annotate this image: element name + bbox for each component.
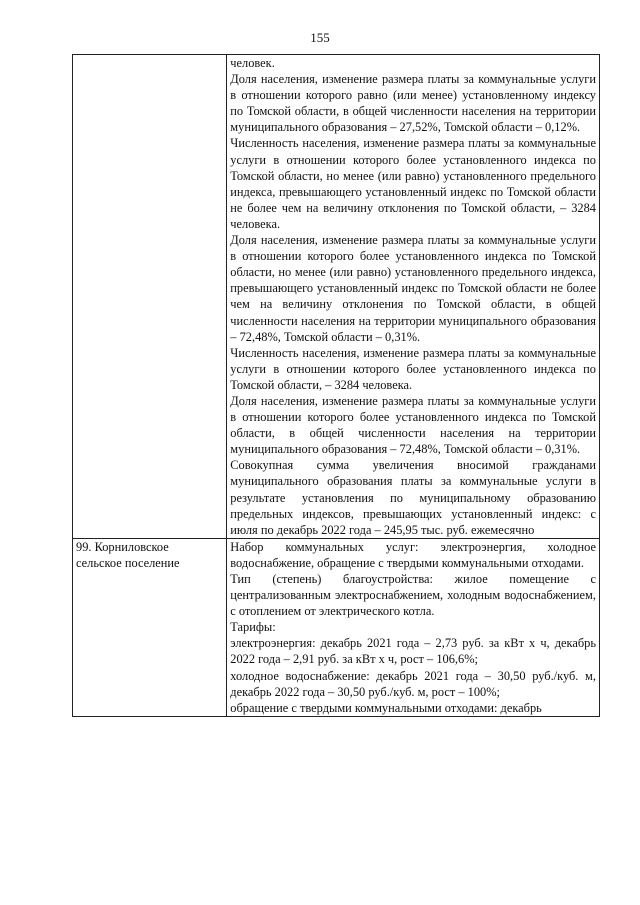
paragraph: холодное водоснабжение: декабрь 2021 года – 30,50 руб./куб. м, декабрь 2022 года – 30,50 руб./куб. м, рост – 100%; [230,668,596,699]
municipality-name-line1: 99. Корниловское [76,539,169,554]
paragraph: Тарифы: [230,620,276,635]
table-row [73,538,600,716]
paragraph: Численность населения, изменение размера платы за коммунальные услуги в отношении которого более установленного индекса по Томской области, но менее (или равно) установленного предельного индекса, превышающего установленный индекс по Томской области не более чем на величину отклонения по Томской области, – 3284 человека. [230,136,596,231]
paragraph: Совокупная сумма увеличения вносимой гражданами муниципального образования платы за коммунальные услуги в результате установления по муниципальному образованию предельных индексов, превышающих установленный индекс: с июля по декабрь 2022 года – 245,95 тыс. руб. ежемесячно [230,458,596,537]
municipality-name-line2: сельское поселение [76,555,180,570]
page-number: 155 [310,30,330,45]
paragraph: Тип (степень) благоустройства: жилое помещение с централизованным электроснабжением, холодным водоснабжением, с отоплением от электрического котла. [230,572,596,619]
paragraph: Набор коммунальных услуг: электроэнергия, холодное водоснабжение, обращение с твердыми коммунальными отходами. [230,539,596,570]
table-row [73,55,600,539]
description-cell [227,55,600,539]
municipal-index-table [72,54,600,717]
paragraph: электроэнергия: декабрь 2021 года – 2,73 руб. за кВт х ч, декабрь 2022 года – 2,91 руб. за кВт х ч, рост – 106,6%; [230,636,596,667]
description-cell [227,538,600,716]
municipality-cell [73,538,227,716]
paragraph: Доля населения, изменение размера платы за коммунальные услуги в отношении которого равно (или менее) установленному индексу по Томской области, в общей численности населения на территории муниципального образования – 27,52%, Томской области – 0,12%. [230,72,596,135]
paragraph: Доля населения, изменение размера платы за коммунальные услуги в отношении которого более установленного индекса по Томской области, в общей численности населения на территории муниципального образования – 72,48%, Томской области – 0,31%. [230,393,596,457]
paragraph: человек. [230,56,275,70]
paragraph: Численность населения, изменение размера платы за коммунальные услуги в отношении которого более установленного индекса по Томской области, – 3284 человека. [230,345,596,392]
paragraph: обращение с твердыми коммунальными отходами: декабрь [230,700,542,715]
paragraph: Доля населения, изменение размера платы за коммунальные услуги в отношении которого более установленного индекса по Томской области, но менее (или равно) установленного предельного индекса, превышающего установленный индекс по Томской области не более чем на величину отклонения по Томской области, в общей численности населения на территории муниципального образования – 72,48%, Томской области – 0,31%. [230,233,596,344]
municipality-cell [73,55,227,539]
